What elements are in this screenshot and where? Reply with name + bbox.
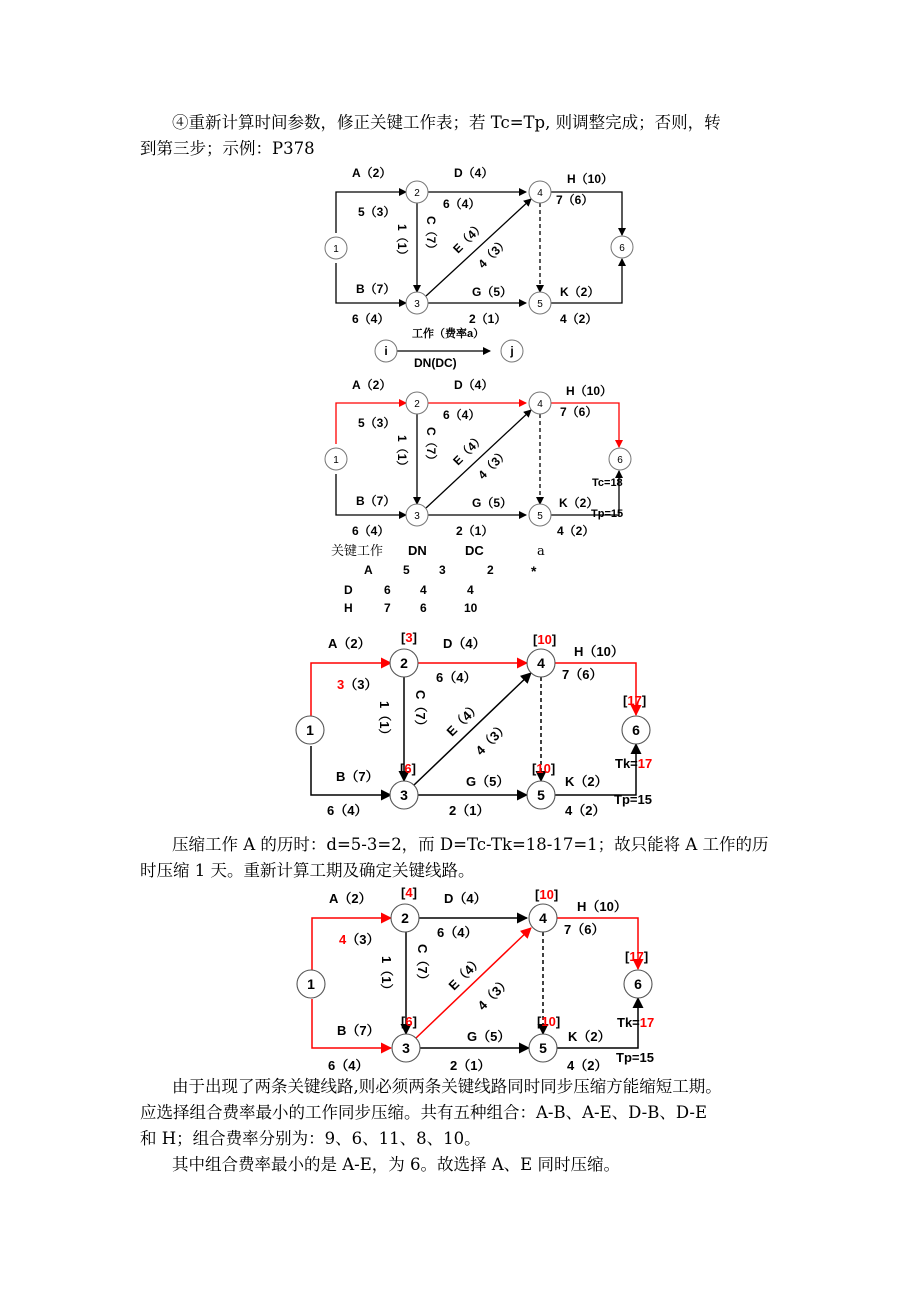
label-C-dur: 1（1） bbox=[395, 435, 409, 473]
label-G: G（5） bbox=[472, 496, 513, 510]
table-cell-star: * bbox=[531, 563, 537, 579]
node-6-label: 6 bbox=[632, 722, 640, 738]
critical-work-table bbox=[331, 543, 545, 615]
node-4-label: 4 bbox=[537, 399, 543, 410]
time-node-6: [17] bbox=[625, 949, 649, 964]
table-cell: 10 bbox=[464, 601, 478, 615]
para3-line-2: 应选择组合费率最小的工作同步压缩。共有五种组合：A-B、A-E、D-B、D-E bbox=[140, 1103, 708, 1122]
label-E-dur: 4（3） bbox=[475, 234, 512, 272]
label-E: E（4） bbox=[450, 218, 488, 257]
network-diagram-2 bbox=[0, 375, 920, 620]
table-cell: 6 bbox=[420, 601, 427, 615]
node-1-label: 1 bbox=[333, 455, 339, 466]
para3-line-4: 其中组合费率最小的是 A-E，为 6。故选择 A、E 同时压缩。 bbox=[172, 1155, 620, 1174]
tc-label: Tc=18 bbox=[592, 477, 623, 489]
label-D: D（4） bbox=[454, 166, 494, 180]
label-K: K（2） bbox=[568, 1029, 611, 1044]
label-H-dur: 7（6） bbox=[564, 922, 605, 937]
label-D-dur: 6（4） bbox=[436, 670, 477, 685]
legend-bottom-label: DN(DC) bbox=[414, 356, 457, 370]
table-cell: H bbox=[344, 601, 353, 615]
time-node-5: [10] bbox=[532, 761, 556, 776]
table-cell: 4 bbox=[420, 583, 427, 597]
label-C: C（7） bbox=[424, 216, 438, 256]
label-H-dur: 7（6） bbox=[562, 667, 603, 682]
time-node-6: [17] bbox=[623, 693, 647, 708]
time-node-5: [10] bbox=[537, 1014, 561, 1029]
label-C-dur: 1（1） bbox=[395, 224, 409, 262]
intro-line-2: 到第三步；示例：P378 bbox=[140, 139, 315, 158]
label-A-dur: 4（3） bbox=[339, 932, 380, 947]
label-D-dur: 6（4） bbox=[443, 197, 481, 211]
label-E: E（4） bbox=[450, 430, 488, 469]
legend-i-label: i bbox=[384, 344, 388, 358]
node-2-label: 2 bbox=[400, 655, 408, 671]
table-cell: 4 bbox=[467, 583, 474, 597]
label-B: B（7） bbox=[356, 494, 396, 508]
label-D: D（4） bbox=[454, 378, 494, 392]
intro-paragraph bbox=[140, 110, 800, 162]
node-4-label: 4 bbox=[537, 655, 545, 671]
time-node-3: [6] bbox=[400, 761, 416, 776]
label-K: K（2） bbox=[560, 285, 600, 299]
label-D-dur: 6（4） bbox=[437, 925, 478, 940]
label-G-dur: 2（1） bbox=[469, 312, 507, 326]
compression-paragraph bbox=[140, 832, 800, 884]
node-2-label: 2 bbox=[414, 188, 420, 199]
node-6-label: 6 bbox=[634, 976, 642, 992]
table-cell: 6 bbox=[384, 583, 391, 597]
network-diagram-4 bbox=[0, 880, 920, 1075]
para2-line-1: 压缩工作 A 的历时：d=5-3=2，而 D=Tc-Tk=18-17=1；故只能将 A 工作的历 bbox=[172, 835, 769, 854]
node-6-label: 6 bbox=[619, 243, 625, 254]
label-G-dur: 2（1） bbox=[449, 803, 490, 818]
node-1-label: 1 bbox=[333, 244, 339, 255]
table-header-dc: DC bbox=[465, 543, 484, 558]
label-E: E（4） bbox=[443, 698, 484, 740]
label-B-dur: 6（4） bbox=[327, 803, 368, 818]
label-A: A（2） bbox=[328, 636, 371, 651]
label-B-dur: 6（4） bbox=[352, 312, 390, 326]
label-C: C（7） bbox=[415, 944, 430, 987]
node-4-label: 4 bbox=[539, 910, 547, 926]
table-cell: 2 bbox=[487, 563, 494, 577]
time-node-2: [3] bbox=[401, 630, 417, 645]
label-A-dur: 5（3） bbox=[358, 416, 396, 430]
node-4-label: 4 bbox=[537, 188, 543, 199]
node-5-label: 5 bbox=[537, 299, 543, 310]
network-diagram-1 bbox=[0, 160, 920, 380]
node-5-label: 5 bbox=[537, 787, 545, 803]
label-H: H（10） bbox=[577, 899, 627, 914]
label-H-dur: 7（6） bbox=[560, 405, 598, 419]
table-header-dn: DN bbox=[408, 543, 427, 558]
label-K-dur: 4（2） bbox=[567, 1058, 608, 1073]
tp-label: Tp=15 bbox=[614, 792, 652, 807]
label-E-dur: 4（3） bbox=[474, 973, 514, 1014]
para3-line-3: 和 H；组合费率分别为：9、6、11、8、10。 bbox=[140, 1129, 481, 1148]
label-B-dur: 6（4） bbox=[328, 1058, 369, 1073]
table-cell: A bbox=[364, 563, 373, 577]
combination-paragraph bbox=[140, 1074, 800, 1178]
label-A: A（2） bbox=[352, 378, 392, 392]
para3-line-1: 由于出现了两条关键线路,则必须两条关键线路同时同步压缩方能缩短工期。 bbox=[172, 1077, 722, 1096]
label-C-dur: 1（1） bbox=[379, 956, 394, 997]
table-cell: D bbox=[344, 583, 353, 597]
time-node-4: [10] bbox=[533, 632, 557, 647]
label-A: A（2） bbox=[329, 891, 372, 906]
label-C: C（7） bbox=[424, 427, 438, 467]
table-header-a: a bbox=[537, 544, 545, 559]
table-cell: 7 bbox=[384, 601, 391, 615]
tk-label: Tk=17 bbox=[617, 1015, 655, 1030]
legend-j-label: j bbox=[510, 344, 514, 358]
label-K-dur: 4（2） bbox=[565, 803, 606, 818]
para2-line-2: 时压缩 1 天。重新计算工期及确定关键线路。 bbox=[140, 861, 475, 880]
legend-top-label: 工作（费率a） bbox=[412, 328, 485, 340]
label-K-dur: 4（2） bbox=[557, 524, 595, 538]
node-3-label: 3 bbox=[402, 1040, 410, 1056]
label-C-dur: 1（1） bbox=[377, 701, 392, 742]
intro-line-1: ④重新计算时间参数，修正关键工作表；若 Tc=Tp, 则调整完成；否则，转 bbox=[172, 113, 721, 132]
label-G: G（5） bbox=[466, 774, 510, 789]
label-B: B（7） bbox=[336, 769, 379, 784]
node-2-label: 2 bbox=[414, 399, 420, 410]
time-node-4: [10] bbox=[535, 887, 559, 902]
label-H: H（10） bbox=[567, 172, 614, 186]
label-E: E（4） bbox=[445, 952, 486, 994]
node-3-label: 3 bbox=[414, 511, 420, 522]
label-H: H（10） bbox=[566, 384, 613, 398]
table-header-work: 关键工作 bbox=[331, 544, 384, 559]
label-D-dur: 6（4） bbox=[443, 408, 481, 422]
tp-label: Tp=15 bbox=[591, 508, 624, 520]
label-G-dur: 2（1） bbox=[450, 1058, 491, 1073]
label-B-dur: 6（4） bbox=[352, 524, 390, 538]
label-E-dur: 4（3） bbox=[475, 445, 512, 483]
label-B: B（7） bbox=[337, 1023, 380, 1038]
node-1-label: 1 bbox=[306, 722, 314, 738]
label-B: B（7） bbox=[356, 282, 396, 296]
label-D: D（4） bbox=[444, 891, 487, 906]
label-D: D（4） bbox=[443, 636, 486, 651]
node-5-label: 5 bbox=[537, 511, 543, 522]
network-diagram-3 bbox=[0, 625, 920, 825]
label-A: A（2） bbox=[352, 166, 392, 180]
node-1-label: 1 bbox=[307, 976, 315, 992]
node-3-label: 3 bbox=[400, 787, 408, 803]
time-node-3: [6] bbox=[401, 1014, 417, 1029]
node-2-label: 2 bbox=[401, 910, 409, 926]
tk-label: Tk=17 bbox=[615, 756, 653, 771]
label-G-dur: 2（1） bbox=[456, 524, 494, 538]
table-cell: 5 bbox=[403, 563, 410, 577]
label-K-dur: 4（2） bbox=[560, 312, 598, 326]
label-G: G（5） bbox=[467, 1029, 511, 1044]
label-E-dur: 4（3） bbox=[472, 718, 512, 759]
label-K: K（2） bbox=[565, 774, 608, 789]
label-C: C（7） bbox=[413, 690, 428, 733]
node-5-label: 5 bbox=[539, 1040, 547, 1056]
tp-label: Tp=15 bbox=[616, 1050, 654, 1065]
label-A-dur: 3（3） bbox=[337, 677, 378, 692]
label-G: G（5） bbox=[472, 285, 513, 299]
label-H-dur: 7（6） bbox=[556, 193, 594, 207]
label-H: H（10） bbox=[574, 644, 624, 659]
node-3-label: 3 bbox=[414, 299, 420, 310]
node-6-label: 6 bbox=[617, 455, 623, 466]
table-cell: 3 bbox=[439, 563, 446, 577]
label-A-dur: 5（3） bbox=[358, 205, 396, 219]
time-node-2: [4] bbox=[401, 885, 417, 900]
label-K: K（2） bbox=[559, 496, 599, 510]
